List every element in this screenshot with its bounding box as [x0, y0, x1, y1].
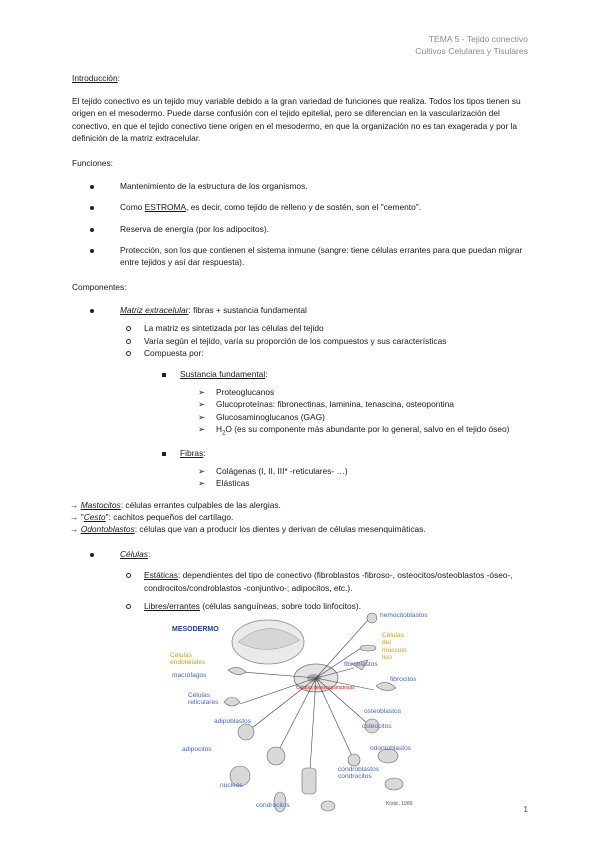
circle-bullet-icon	[126, 351, 131, 356]
list-item: Estáticas: dependientes del tipo de conectivo (fibroblastos -fibroso-, osteocitos/osteoblastos -óseo-, condrocitos/condroblastos -conjuntivo-; adipocitos, etc.).	[72, 569, 530, 593]
figure-credit: Krstic, 1989	[386, 801, 413, 807]
figure-label-endoteliales: Células endoteliales	[170, 652, 206, 667]
list-item: ➢ Proteoglucanos	[198, 387, 275, 398]
figure-label-condroblastos: condroblastos condrocitos	[338, 766, 380, 781]
list-item: Compuesta por:	[72, 347, 530, 359]
list-item: Células:	[72, 548, 530, 560]
square-bullet-icon	[162, 373, 166, 377]
componentes-heading: Componentes:	[72, 282, 127, 293]
figure-label-mesodermo: MESODERMO	[172, 626, 219, 633]
header-topic: TEMA 5 - Tejido conectivo	[428, 34, 528, 44]
figure-label-center: Células mesenquimatosas	[296, 685, 355, 691]
figure-label-nucleos: núcleos	[220, 782, 243, 789]
list-item: Como ESTROMA, es decir, como tejido de relleno y de sostén, son el "cemento".	[72, 201, 530, 213]
figure-label-fibrocitos: fibrocitos	[390, 676, 417, 683]
bullet-icon	[90, 228, 94, 232]
figure-label-condrocitos: condrocitos	[256, 802, 290, 809]
figure-label-musculo: Células del músculo liso	[382, 632, 407, 661]
intro-heading: Introducción:	[72, 73, 120, 83]
arrowhead-bullet-icon: ➢	[198, 478, 206, 489]
list-item: Protección, son los que contienen el sistema inmune (sangre: tiene células errantes para que puedan migrar entre tejidos y así dar respuesta).	[72, 244, 530, 268]
arrowhead-bullet-icon: ➢	[198, 399, 206, 410]
arrowhead-bullet-icon: ➢	[198, 466, 206, 477]
list-item: ➢ Colágenas (I, II, III* -reticulares- …)	[198, 466, 348, 477]
page-header	[415, 33, 528, 58]
bullet-icon	[90, 553, 94, 557]
list-item: ➢ Glucoproteínas: fibronectinas, laminina, tenascina, osteopontina	[198, 399, 454, 410]
list-item: ➢ Elásticas	[198, 478, 250, 489]
list-item: La matriz es sintetizada por las células del tejido	[72, 322, 530, 334]
arrow-note-mastocitos: → Mastocitos: células errantes culpables de las alergias.	[70, 499, 281, 510]
list-item: Libres/errantes (células sanguíneas, sobre todo linfocitos).	[72, 600, 530, 612]
figure-label-odontoblastos: odontoblastos	[370, 745, 412, 752]
figure-label-hemocitoblastos: hemocitoblastos	[380, 612, 428, 619]
list-item: Reserva de energía (por los adipocitos).	[72, 223, 530, 235]
bullet-icon	[90, 249, 94, 253]
circle-bullet-icon	[126, 339, 131, 344]
list-item: Fibras:	[72, 447, 530, 459]
arrowhead-bullet-icon: ➢	[198, 423, 206, 434]
figure-label-fibroblastos: fibroblastos	[344, 661, 378, 668]
cell-lineage-figure	[168, 606, 430, 820]
arrow-note-odontoblastos: → Odontoblastos: células que van a producir los dientes y derivan de células mesenquimáticas.	[70, 524, 426, 535]
circle-bullet-icon	[126, 573, 131, 578]
figure-label-adipoblastos: adipoblastos	[214, 718, 252, 725]
funciones-heading: Funciones:	[72, 157, 113, 168]
arrowhead-bullet-icon: ➢	[198, 411, 206, 422]
list-item: ➢ $H_2O$ (es su componente más abundante por lo general, salvo en el tejido óseo)	[198, 423, 510, 437]
circle-bullet-icon	[126, 604, 131, 609]
document-body	[72, 72, 530, 612]
arrowhead-bullet-icon: ➢	[198, 387, 206, 398]
arrow-note-cesto: → "Cesto": cachitos pequeños del cartílago.	[70, 511, 234, 522]
figure-label-adipocitos: adipocitos	[182, 746, 212, 753]
list-item: Sustancia fundamental:	[72, 368, 530, 380]
header-course: Cultivos Celulares y Tisulares	[415, 46, 528, 57]
page-number: 1	[523, 804, 528, 814]
bullet-icon	[90, 185, 94, 189]
bullet-icon	[90, 309, 94, 313]
figure-label-osteoblastos: osteoblastos	[364, 708, 402, 715]
list-item: Varía según el tejido, varía su proporción de los compuestos y sus características	[72, 335, 530, 347]
intro-paragraph: El tejido conectivo es un tejido muy variable debido a la gran variedad de funciones que realiza. Todos los tipos tienen su origen en el mesodermo. Puede darse confusión con el tejido epitelial, pero se diferencian en la vascularización del conectivo, en que el tejido conectivo tiene origen en el mesodermo, en que la organización no es tan exagerada y por la definición de la matriz extracelular.	[72, 96, 521, 143]
figure-label-macrofagos: macrófagos	[172, 672, 207, 679]
list-item: ➢ Glucosaminoglucanos (GAG)	[198, 411, 325, 422]
bullet-icon	[90, 206, 94, 210]
list-item: Matriz extracelular: fibras + sustancia fundamental	[72, 304, 530, 316]
figure-label-reticulares: Células reticulares	[188, 692, 219, 707]
figure-label-osteocitos: osteocitos	[362, 723, 392, 730]
list-item: Mantenimiento de la estructura de los organismos.	[72, 180, 530, 192]
square-bullet-icon	[162, 452, 166, 456]
circle-bullet-icon	[126, 326, 131, 331]
arrow-notes	[70, 499, 530, 536]
